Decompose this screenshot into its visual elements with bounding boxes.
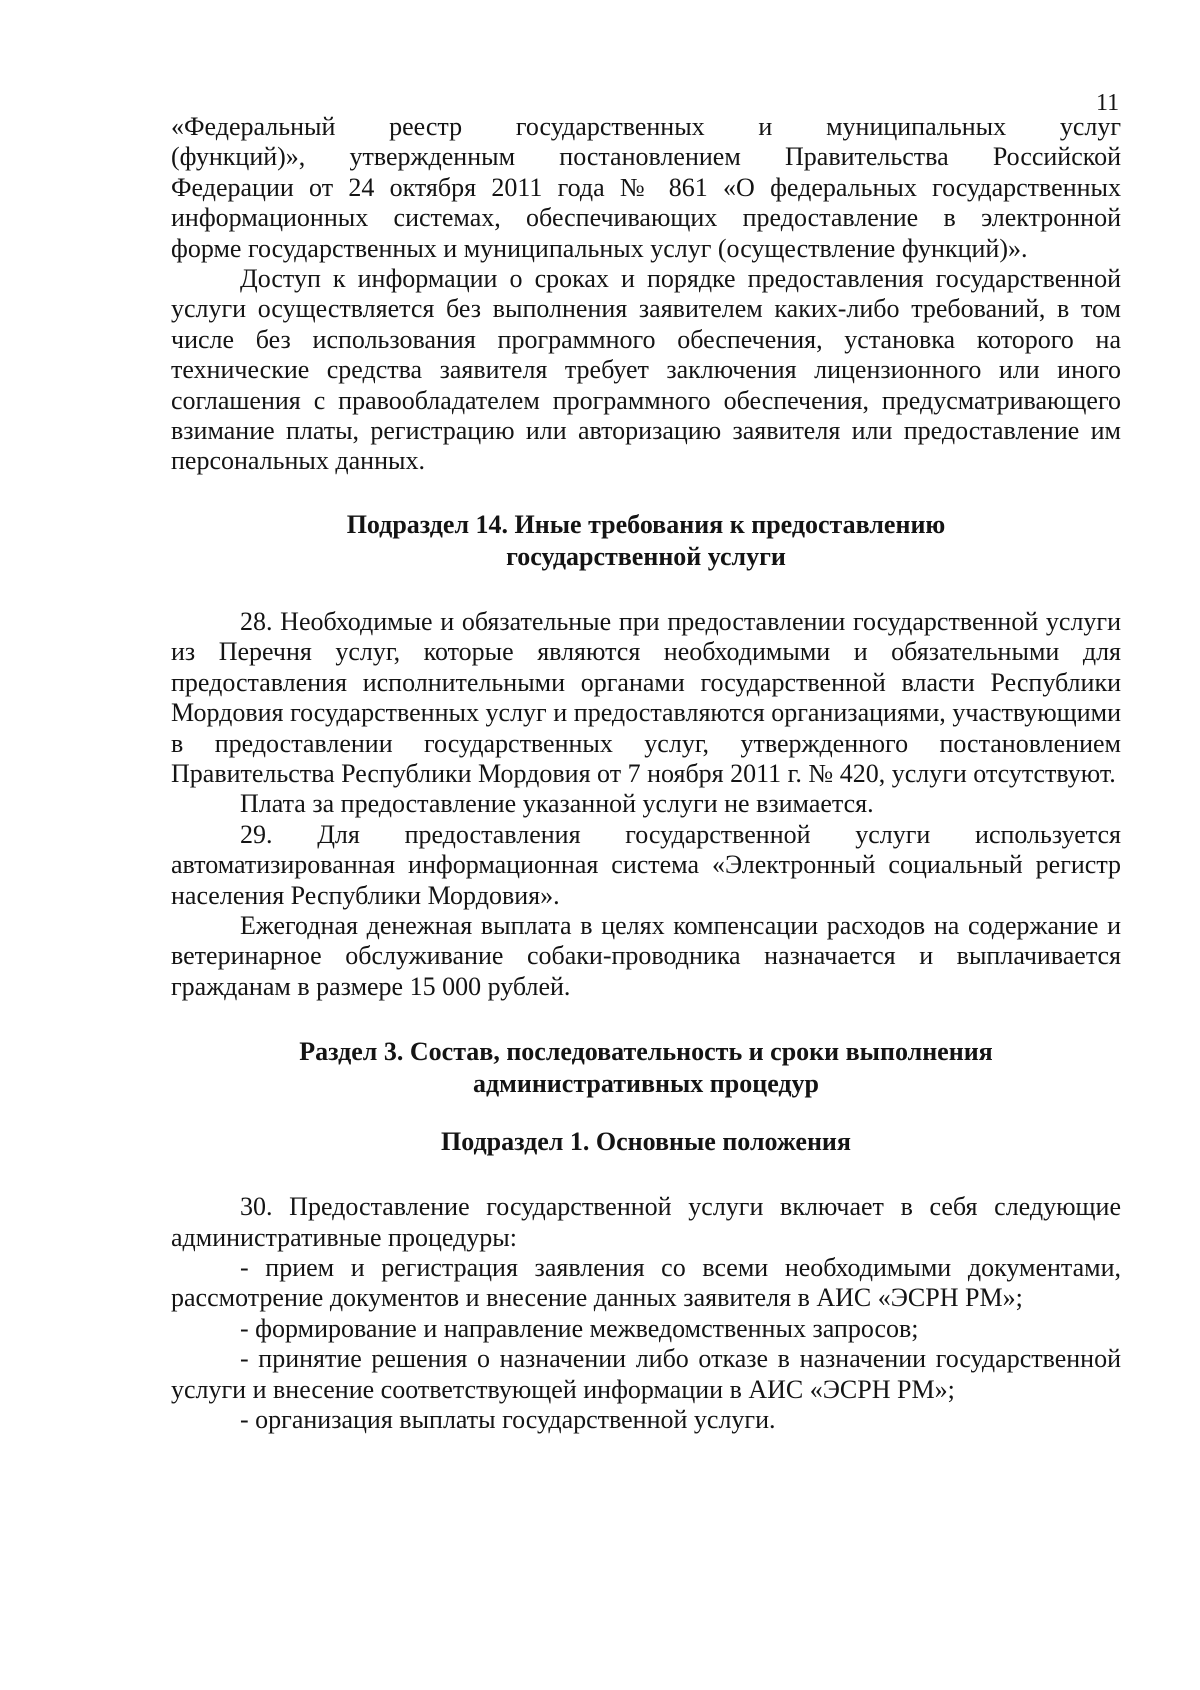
heading-subsection-14 xyxy=(171,509,1121,573)
text-line: (функций)», утвержденным постановлением Правительства Российской xyxy=(171,142,1121,172)
list-item-procedure: - формирование и направление межведомственных запросов; xyxy=(240,1313,919,1343)
heading-line: Подраздел 14. Иные требования к предоставлению xyxy=(346,509,946,539)
text-line: «Федеральный реестр государственных и муниципальных услуг xyxy=(171,112,1121,141)
paragraph-30: 30. Предоставление государственной услуги включает в себя следующие административные процедуры: xyxy=(171,1192,1121,1252)
paragraph-29: 29. Для предоставления государственной услуги используется автоматизированная информационная система «Электронный социальный регистр населения Республики Мордовия». xyxy=(171,819,1121,910)
heading-line: государственной услуги xyxy=(506,541,786,571)
page-number: 11 xyxy=(1096,90,1120,116)
heading-subsection-1: Подраздел 1. Основные положения xyxy=(441,1127,851,1157)
heading-line: Раздел 3. Состав, последовательность и сроки выполнения xyxy=(299,1037,993,1067)
heading-line: административных процедур xyxy=(472,1069,820,1099)
list-item-procedure: - принятие решения о назначении либо отказе в назначении государственной услуги и внесение соответствующей информации в АИС «ЭСРН РМ»; xyxy=(171,1344,1121,1404)
document-body xyxy=(171,112,1121,1435)
list-item-procedure: - прием и регистрация заявления со всеми необходимыми документами, рассмотрение документов и внесение данных заявителя в АИС «ЭСРН РМ»; xyxy=(171,1252,1121,1313)
paragraph-payment: Ежегодная денежная выплата в целях компенсации расходов на содержание и ветеринарное обслуживание собаки-проводника назначается и выплачивается гражданам в размере 15 000 рублей. xyxy=(171,910,1121,1001)
text-line: форме государственных и муниципальных услуг (осуществление функций)». xyxy=(171,233,1028,263)
paragraph-access-info: Доступ к информации о сроках и порядке предоставления государственной услуги осуществляется без выполнения заявителем каких-либо требований, в том числе без использования программного обеспечения, установка которого на технические средства заявителя требует заключения лицензионного или иного соглашения с правообладателем программного обеспечения, предусматривающего взимание платы, регистрацию или авторизацию заявителя или предоставление им персональных данных. xyxy=(171,264,1121,476)
paragraph-28: 28. Необходимые и обязательные при предоставлении государственной услуги из Перечня услуг, которые являются необходимыми и обязательными для предоставления исполнительными органами государственной власти Республики Мордовия государственных услуг и предоставляются организациями, участвующими в предоставлении государственных услуг, утвержденного постановлением Правительства Республики Мордовия от 7 ноября 2011 г. № 420, услуги отсутствуют. xyxy=(171,606,1121,788)
paragraph-fee: Плата за предоставление указанной услуги не взимается. xyxy=(240,789,874,819)
list-item-procedure: - организация выплаты государственной услуги. xyxy=(240,1405,776,1434)
heading-section-3 xyxy=(171,1036,1121,1100)
text-line: информационных системах, обеспечивающих предоставление в электронной xyxy=(171,203,1121,233)
text-line: Федерации от 24 октября 2011 года № 861 «О федеральных государственных xyxy=(171,172,1121,202)
paragraph-registry-continuation xyxy=(171,112,1121,264)
